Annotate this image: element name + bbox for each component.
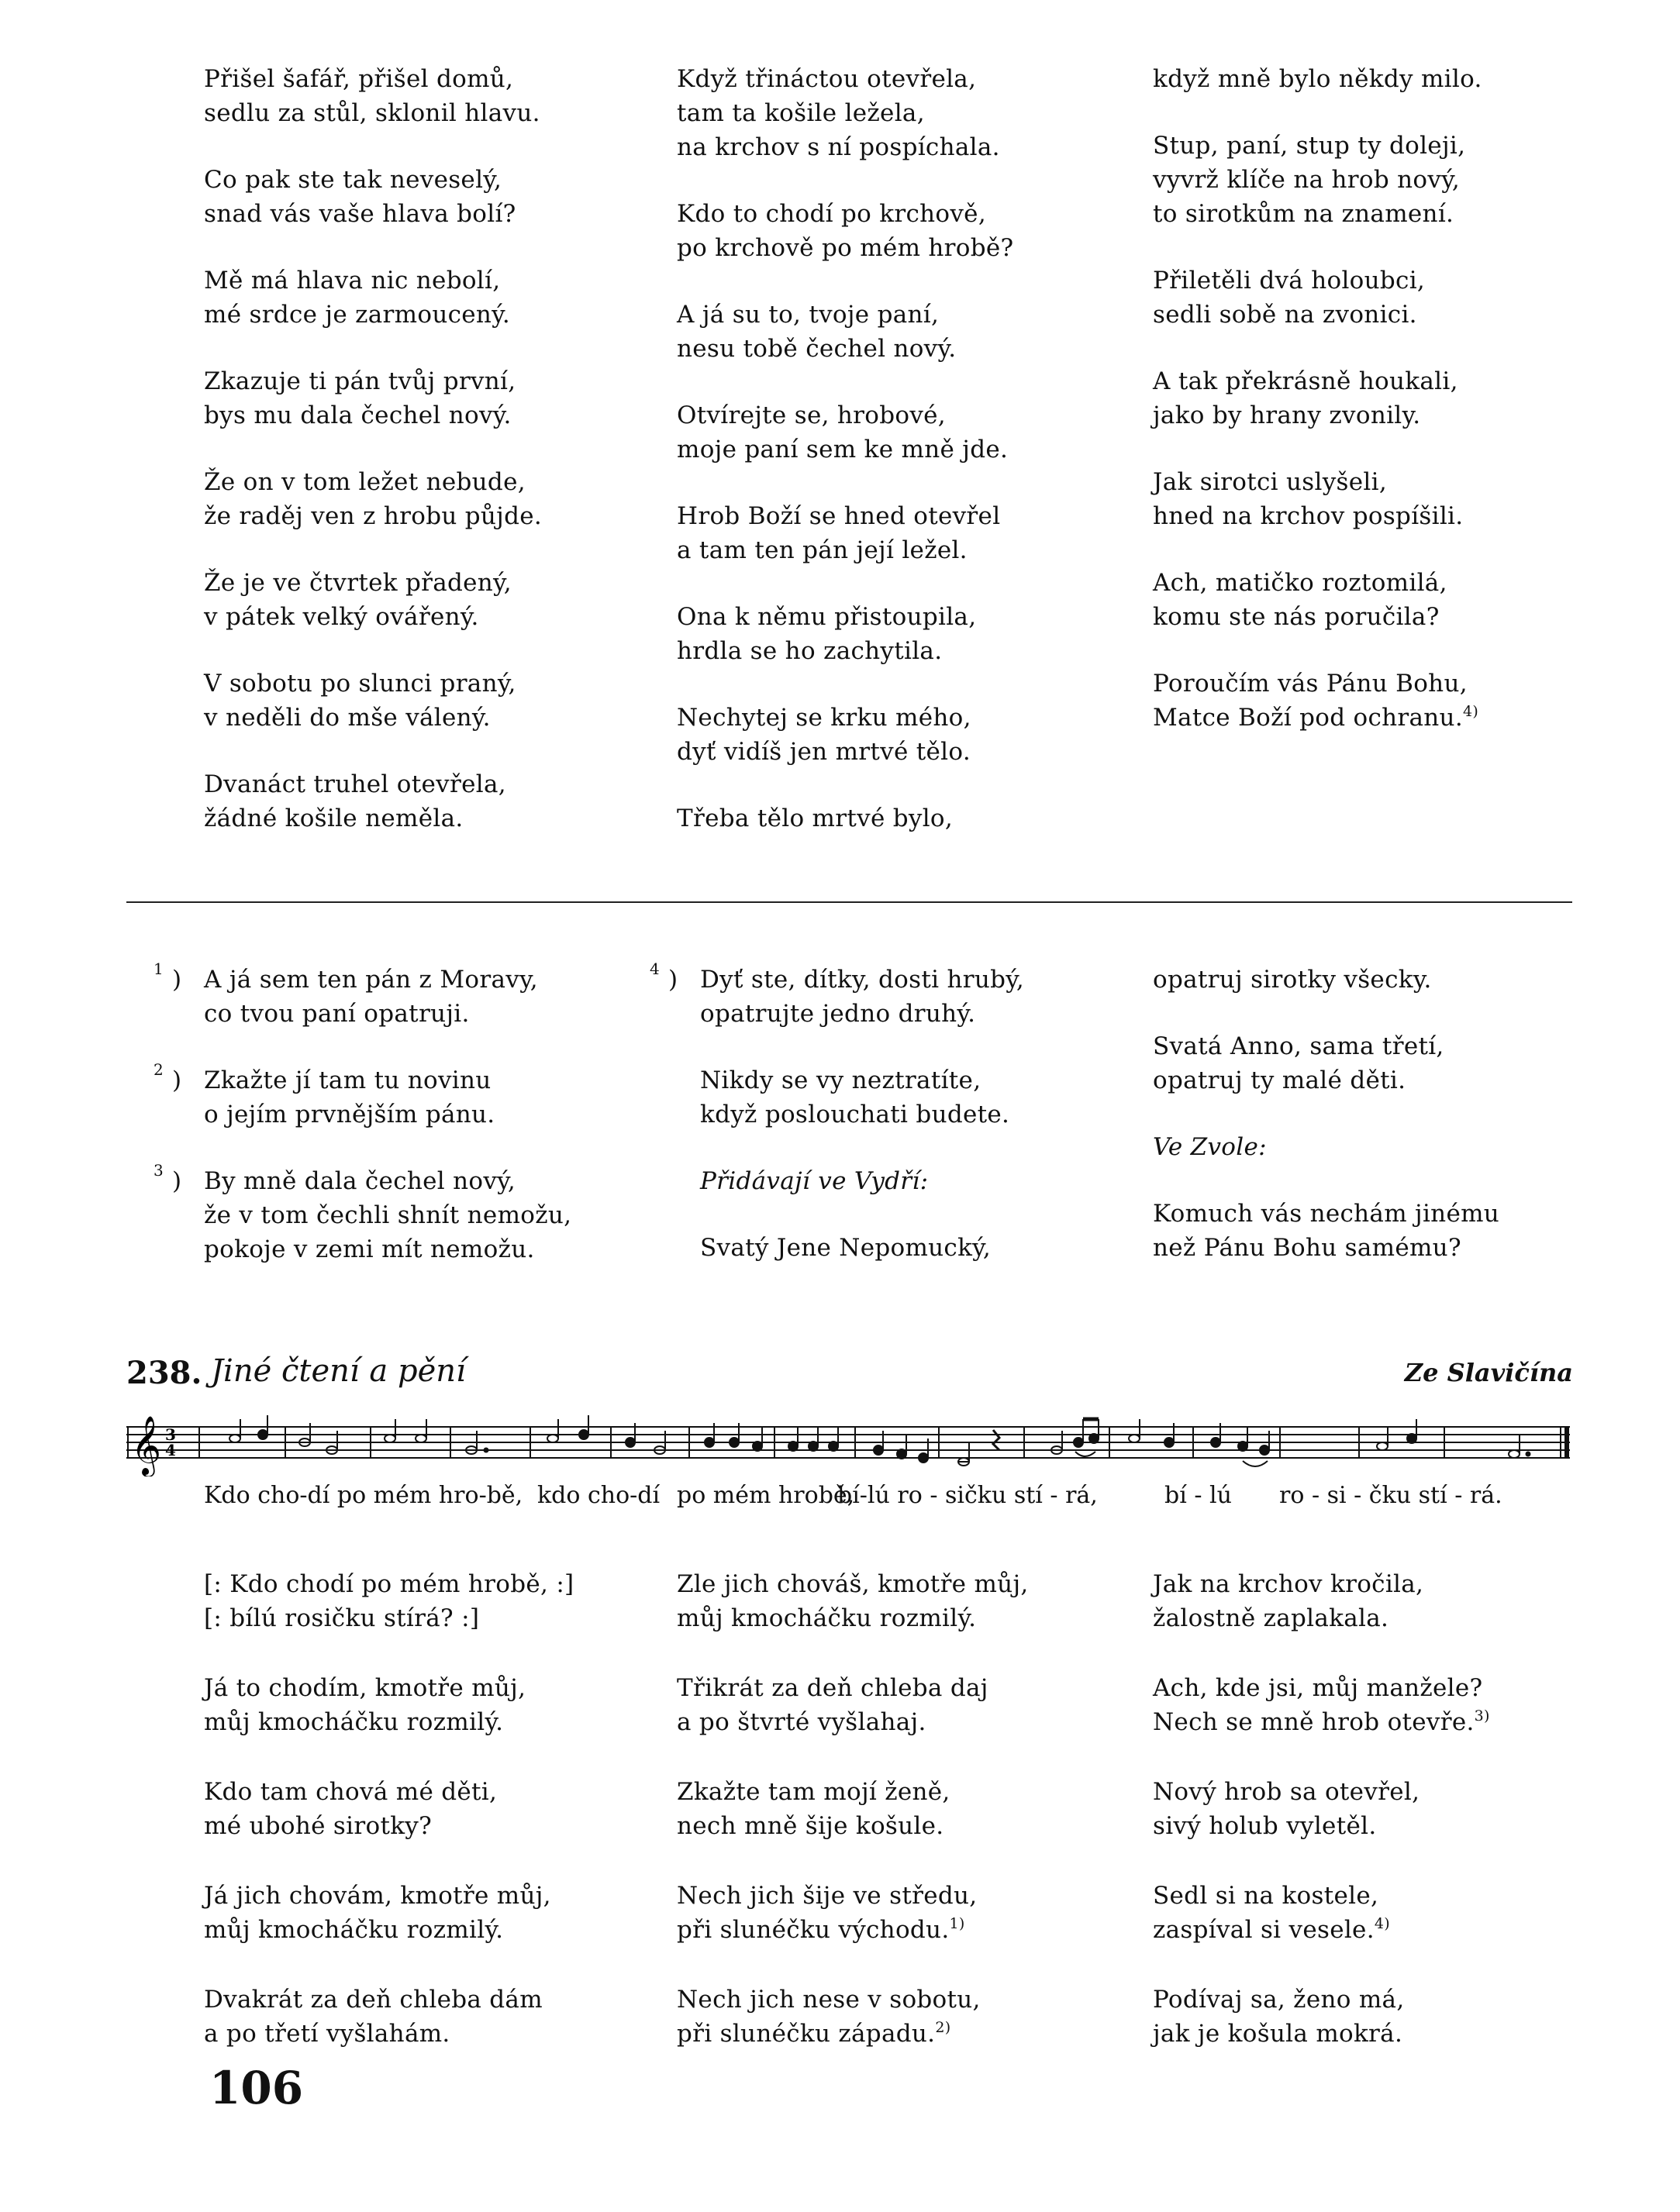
stanza: Třeba tělo mrtvé bylo, (677, 805, 954, 832)
song-column-2 (677, 1567, 1029, 2086)
stanza: Nech jich nese v sobotu, při slunéčku západu.$^{2)}$ (677, 1986, 981, 2048)
stanza: [: Kdo chodí po mém hrobě, :] [: bílú rosičku stírá? :] (204, 1570, 574, 1632)
song-title: Jiné čtení a pění (211, 1353, 466, 1389)
stanza: Mě má hlava nic nebolí, mé srdce je zarmoucený. (204, 267, 511, 329)
footnote-ref: 2) (935, 2019, 951, 2036)
music-staff (126, 1407, 1576, 1476)
footnote-ref: 1) (949, 1915, 965, 1932)
footnotes-column-2 (650, 960, 1025, 1297)
slurs (1075, 1452, 1268, 1466)
stanza: Já to chodím, kmotře můj, můj kmocháčku rozmilý. (204, 1674, 526, 1736)
staff-lines (126, 1427, 1570, 1458)
footnotes-column-1 (154, 960, 572, 1299)
footnote-ref: 4) (1462, 703, 1479, 720)
stanza: Zkažte tam mojí ženě, nech mně šije košule. (677, 1778, 950, 1840)
song-number: 238. (126, 1355, 202, 1391)
stanza: Přiletěli dvá holoubci, sedli sobě na zvonici. (1153, 267, 1426, 329)
footnote-ref: 4) (1374, 1915, 1390, 1932)
stanza: Třikrát za deň chleba daj a po štvrté vyšlahaj. (677, 1674, 988, 1736)
stanza: Zkazuje ti pán tvůj první, bys mu dala čechel nový. (204, 367, 516, 429)
song-column-3 (1153, 1567, 1490, 2086)
stanza: Nech jich šije ve středu, při slunéčku východu.$^{1)}$ (677, 1882, 978, 1944)
lyric-segment: kdo cho-dí (537, 1482, 661, 1509)
page-number: 106 (209, 2062, 304, 2114)
stanza: když mně bylo někdy milo. (1153, 65, 1482, 93)
stanza: Když třináctou otevřela, tam ta košile ležela, na krchov s ní pospíchala. (677, 65, 1000, 161)
stanza: Nechytej se krku mého, dyť vidíš jen mrtvé tělo. (677, 704, 971, 766)
footnote-2: 2 ) Zkažte jí tam tu novinu o jejím prvnějším pánu. (154, 1060, 495, 1128)
rests (993, 1430, 999, 1450)
stanza: Že je ve čtvrtek přadený, v pátek velký ovářený. (204, 569, 512, 631)
stanza: Přišel šafář, přišel domů, sedlu za stůl, sklonil hlavu. (204, 65, 540, 127)
lyric-segment: bí-lú ro - sičku stí - rá, (837, 1482, 1098, 1509)
lyric-segment: po mém hrobě, (677, 1482, 855, 1509)
footnote-3: 3 ) By mně dala čechel nový, že v tom čechli shnít nemožu, pokoje v zemi mít nemožu. (154, 1161, 572, 1263)
stanza: Otvírejte se, hrobové, moje paní sem ke mně jde. (677, 401, 1009, 463)
treble-clef-icon: 𝄞 (131, 1415, 162, 1475)
top-column-1 (204, 62, 542, 868)
top-column-2 (677, 62, 1013, 868)
lyric-segment: ro - si - čku stí - rá. (1279, 1482, 1502, 1509)
song-origin: Ze Slavičína (1404, 1358, 1573, 1387)
stanza: Ach, matičko roztomilá, komu ste nás poručila? (1153, 569, 1447, 631)
song-column-1 (204, 1567, 574, 2086)
lyric-segment: Kdo cho-dí po mém hro-bě, (204, 1482, 523, 1509)
stanza: Podívaj sa, ženo má, jak je košula mokrá. (1153, 1986, 1405, 2048)
stanza: Hrob Boží se hned otevřel a tam ten pán její ležel. (677, 502, 1001, 564)
stanza: Dvanáct truhel otevřela, žádné košile neměla. (204, 770, 506, 832)
stanza: Ach, kde jsi, můj manžele? Nech se mně hrob otevře.$^{3)}$ (1153, 1674, 1490, 1736)
footnote-1: 1 ) A já sem ten pán z Moravy, co tvou paní opatruji. (154, 960, 538, 1028)
zvole-variant: Komuch vás nechám jinému než Pánu Bohu samému? (1153, 1200, 1500, 1262)
stanza: Já jich chovám, kmotře můj, můj kmocháčku rozmilý. (204, 1882, 551, 1944)
zvole-heading: Ve Zvole: (1153, 1133, 1267, 1161)
svg-text:3: 3 (165, 1425, 176, 1444)
stanza: Ona k němu přistoupila, hrdla se ho zachytila. (677, 603, 977, 665)
stanza: Že on v tom ležet nebude, že raděj ven z hrobu půjde. (204, 468, 543, 530)
lyric-segment: bí - lú (1164, 1482, 1232, 1509)
stanza: Kdo tam chová mé děti, mé ubohé sirotky? (204, 1778, 498, 1840)
footnote-4-continued: Nikdy se vy neztratíte, když poslouchati budete. (700, 1066, 1010, 1128)
stanza: Zle jich chováš, kmotře můj, můj kmocháčku rozmilý. (677, 1570, 1029, 1632)
vydri-heading: Přidávají ve Vydří: (700, 1167, 929, 1195)
footnote-divider (126, 901, 1572, 903)
time-signature (165, 1425, 176, 1459)
stanza: Dvakrát za deň chleba dám a po třetí vyšlahám. (204, 1986, 543, 2048)
footnote-ref: 3) (1474, 1707, 1490, 1724)
stanza: opatruj sirotky všecky. (1153, 966, 1432, 994)
top-column-3 (1153, 62, 1482, 767)
vydri-variant: Svatý Jene Nepomucký, (700, 1234, 992, 1262)
footnotes-column-3 (1153, 963, 1499, 1297)
svg-text:4: 4 (165, 1441, 176, 1459)
stanza: Sedl si na kostele, zaspíval si vesele.$^{4)}$ (1153, 1882, 1390, 1944)
footnote-4: 4 ) Dyť ste, dítky, dosti hrubý, opatrujte jedno druhý. (650, 960, 1025, 1028)
stanza: Jak sirotci uslyšeli, hned na krchov pospíšili. (1153, 468, 1464, 530)
stanza: A tak překrásně houkali, jako by hrany zvonily. (1153, 367, 1458, 429)
stanza: A já su to, tvoje paní, nesu tobě čechel nový. (677, 301, 957, 363)
stanza: V sobotu po slunci praný, v neděli do mše válený. (204, 670, 516, 732)
stanza: Jak na krchov kročila, žalostně zaplakala. (1153, 1570, 1424, 1632)
stanza: Nový hrob sa otevřel, sivý holub vyletěl. (1153, 1778, 1420, 1840)
stanza: Kdo to chodí po krchově, po krchově po mém hrobě? (677, 200, 1014, 262)
stanza: Svatá Anno, sama třetí, opatruj ty malé děti. (1153, 1032, 1444, 1094)
stanza: Poroučím vás Pánu Bohu, Matce Boží pod ochranu.$^{4)}$ (1153, 670, 1479, 732)
stanza: Co pak ste tak neveselý, snad vás vaše hlava bolí? (204, 166, 516, 228)
stanza: Stup, paní, stup ty doleji, vyvrž klíče na hrob nový, to sirotkům na znamení. (1153, 132, 1466, 228)
